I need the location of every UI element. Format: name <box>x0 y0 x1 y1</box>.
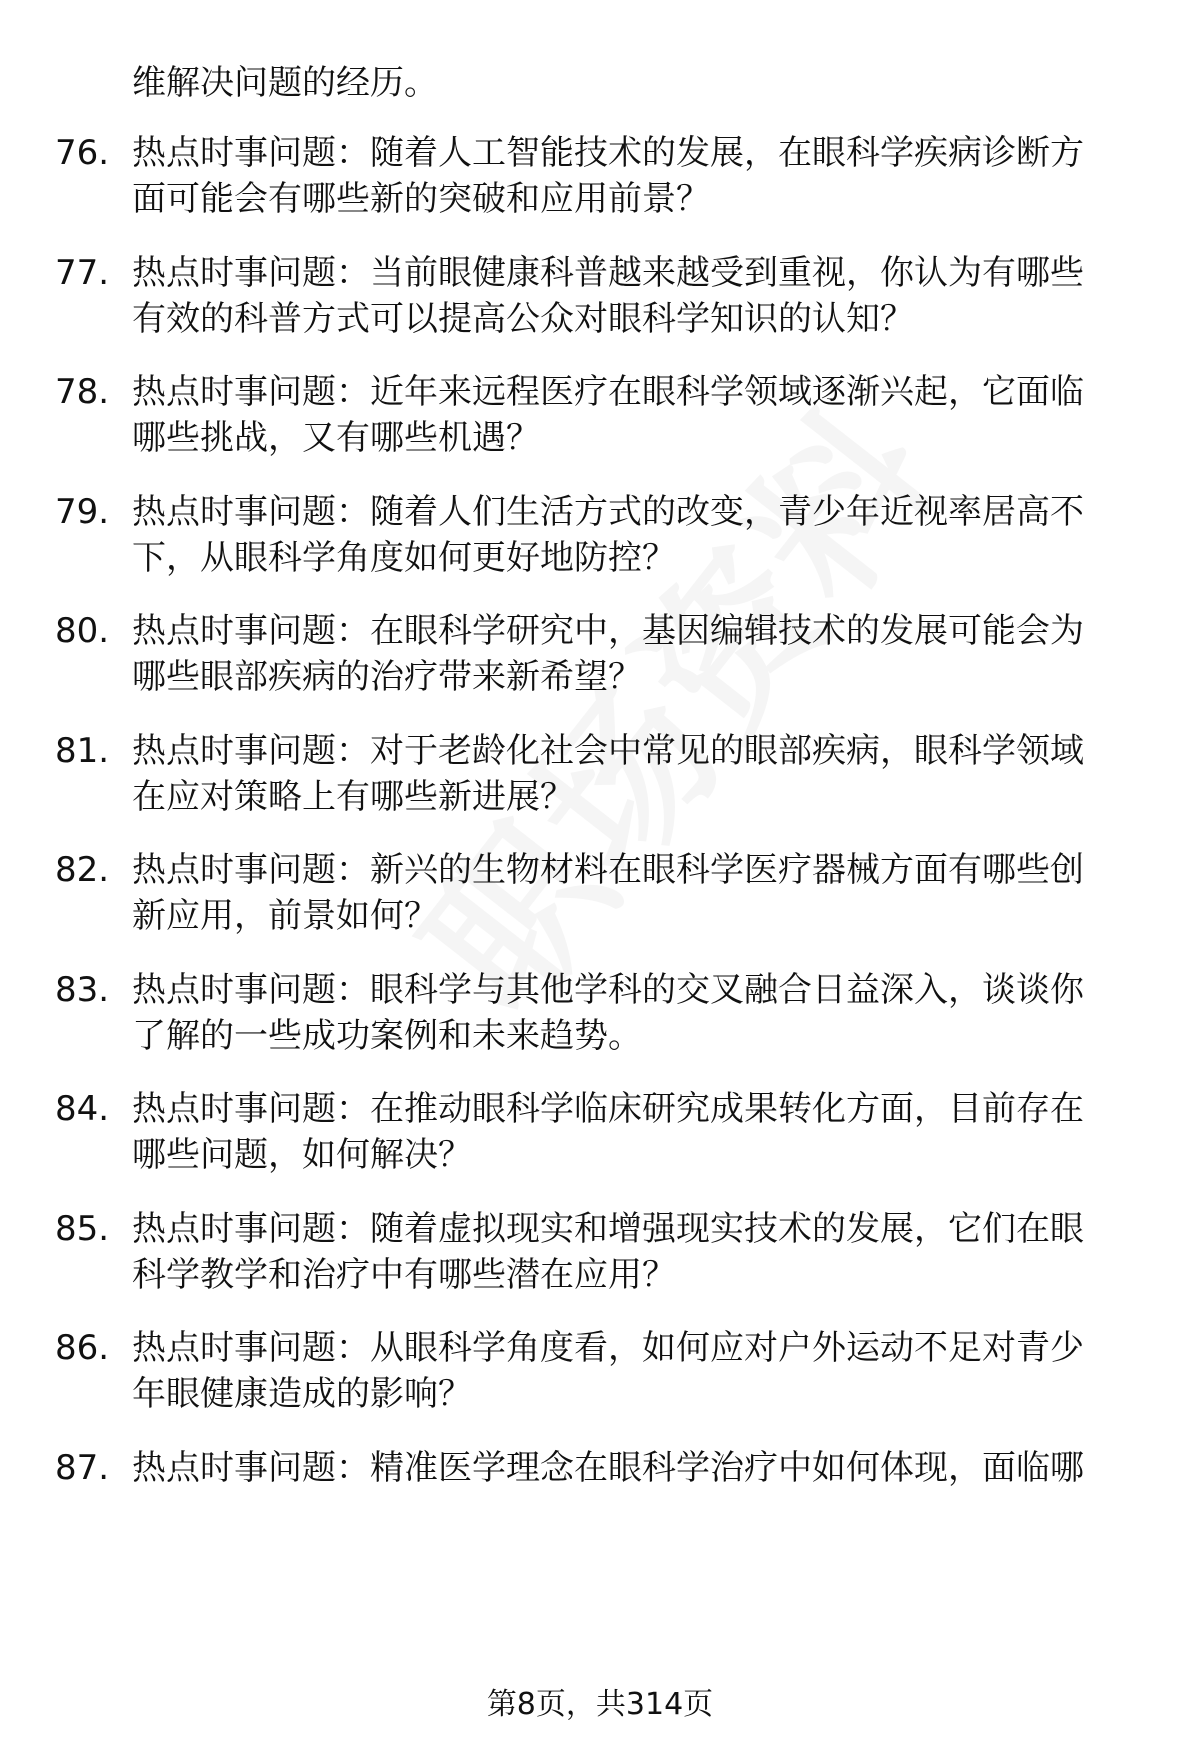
continuation-text: 维解决问题的经历。 <box>132 63 438 103</box>
question-text-line: 科学教学和治疗中有哪些潜在应用？ <box>132 1255 676 1295</box>
question-number: 87. <box>55 1448 110 1488</box>
page-footer: 第8页，共314页 <box>486 1687 714 1722</box>
question-text-line: 年眼健康造成的影响？ <box>132 1374 472 1414</box>
question-number: 79. <box>55 492 110 532</box>
question-number: 80. <box>55 611 110 651</box>
question-text-line: 哪些眼部疾病的治疗带来新希望？ <box>132 657 642 697</box>
question-text-line: 有效的科普方式可以提高公众对眼科学知识的认知？ <box>132 299 914 339</box>
question-number: 85. <box>55 1209 110 1249</box>
question-number: 81. <box>55 731 110 771</box>
question-text-line: 热点时事问题：在推动眼科学临床研究成果转化方面，目前存在 <box>132 1089 1084 1129</box>
question-number: 84. <box>55 1089 110 1129</box>
question-text-line: 下，从眼科学角度如何更好地防控？ <box>132 538 676 578</box>
question-text-line: 热点时事问题：精准医学理念在眼科学治疗中如何体现，面临哪 <box>132 1448 1084 1488</box>
question-text-line: 热点时事问题：随着人们生活方式的改变，青少年近视率居高不 <box>132 492 1084 532</box>
question-text-line: 热点时事问题：当前眼健康科普越来越受到重视，你认为有哪些 <box>132 253 1084 293</box>
question-number: 76. <box>55 133 110 173</box>
question-text-line: 热点时事问题：随着人工智能技术的发展，在眼科学疾病诊断方 <box>132 133 1084 173</box>
question-text-line: 热点时事问题：近年来远程医疗在眼科学领域逐渐兴起，它面临 <box>132 372 1084 412</box>
question-number: 86. <box>55 1328 110 1368</box>
question-text-line: 哪些问题，如何解决？ <box>132 1135 472 1175</box>
question-number: 77. <box>55 253 110 293</box>
question-text-line: 面可能会有哪些新的突破和应用前景？ <box>132 179 710 219</box>
question-text-line: 热点时事问题：随着虚拟现实和增强现实技术的发展，它们在眼 <box>132 1209 1084 1249</box>
question-text-line: 在应对策略上有哪些新进展？ <box>132 777 574 817</box>
question-text-line: 热点时事问题：在眼科学研究中，基因编辑技术的发展可能会为 <box>132 611 1084 651</box>
question-number: 78. <box>55 372 110 412</box>
question-text-line: 哪些挑战，又有哪些机遇？ <box>132 418 540 458</box>
question-text-line: 了解的一些成功案例和未来趋势。 <box>132 1016 642 1056</box>
question-text-line: 热点时事问题：新兴的生物材料在眼科学医疗器械方面有哪些创 <box>132 850 1084 890</box>
question-text-line: 热点时事问题：对于老龄化社会中常见的眼部疾病，眼科学领域 <box>132 731 1084 771</box>
question-text-line: 热点时事问题：从眼科学角度看，如何应对户外运动不足对青少 <box>132 1328 1084 1368</box>
question-number: 83. <box>55 970 110 1010</box>
question-number: 82. <box>55 850 110 890</box>
question-text-line: 热点时事问题：眼科学与其他学科的交叉融合日益深入，谈谈你 <box>132 970 1084 1010</box>
question-text-line: 新应用，前景如何？ <box>132 896 438 936</box>
